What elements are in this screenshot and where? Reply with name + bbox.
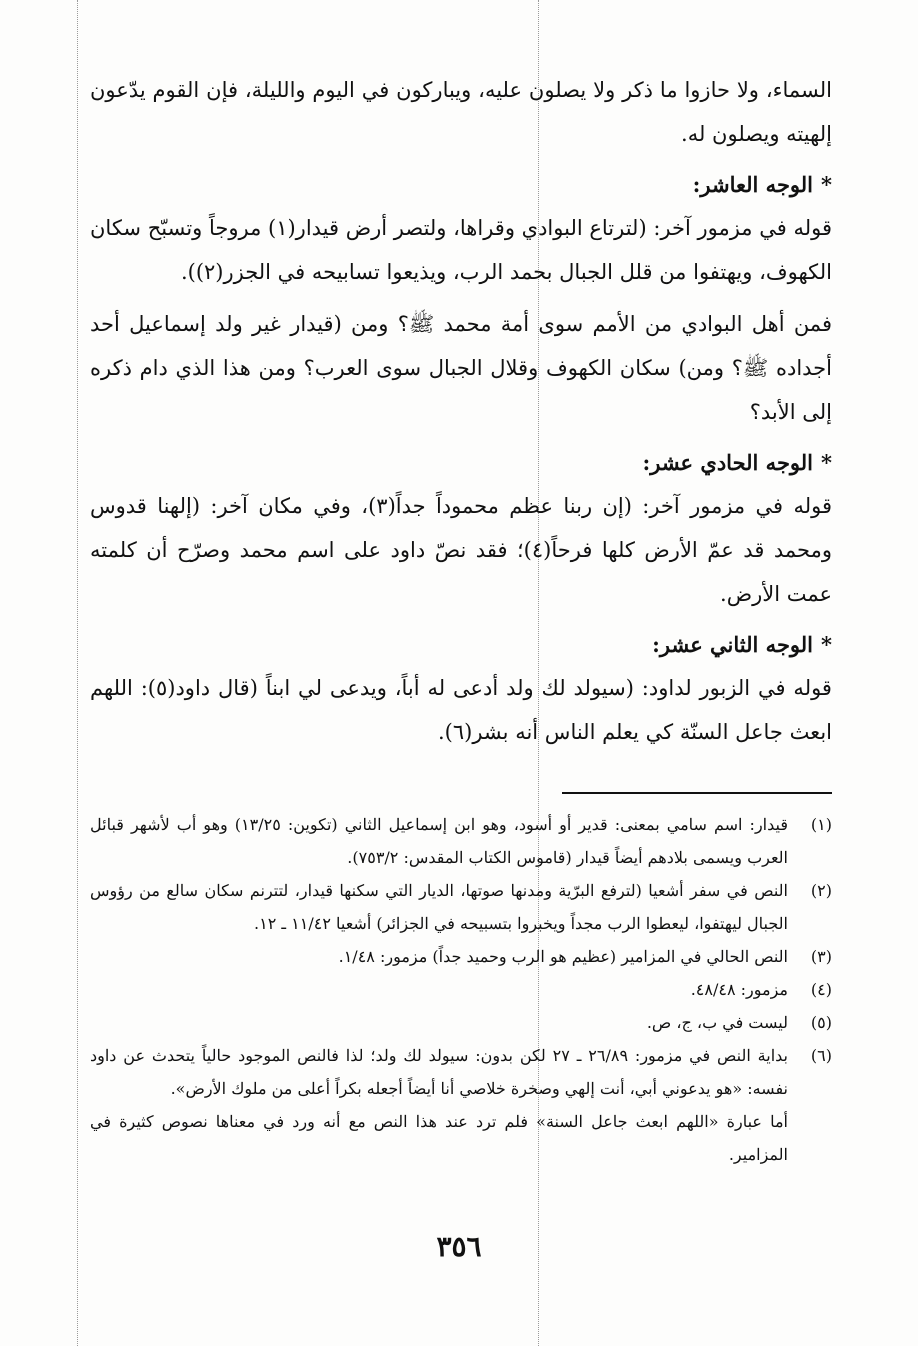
scan-margin-line-left [77,0,78,1346]
footnote-number: (٤) [810,980,832,999]
footnote-6 [90,1039,832,1105]
paragraph-2: قوله في مزمور آخر: (لترتاع البوادي وقراها، ولتصر أرض قيدار(١) مروجاً وتسبّح سكان الكهوف، ويهتفوا من قلل الجبال بحمد الرب، ويذيعوا تسابيحه في الجزر(٢)). [90,216,832,284]
page-content [90,68,832,1171]
footnote-1 [90,808,832,874]
footnote-5 [90,1006,832,1039]
footnote-6-continuation: أما عبارة «اللهم ابعث جاعل السنة» فلم ترد عند هذا النص مع أنه ورد في معناها نصوص كثيرة في المزامير. [90,1112,788,1164]
footnote-text: ليست في ب، ج، ص. [646,1013,788,1032]
page-number: ٣٥٦ [436,1230,482,1263]
heading-eleventh-aspect [90,442,832,484]
footnote-number: (٥) [810,1013,832,1032]
footnote-text: النص في سفر أشعيا (لترفع البرّية ومدنها صوتها، الديار التي سكنها قيدار، لتترنم سكان سالع من رؤوس الجبال ليهتفوا، ليعطوا الرب مجداً ويخبروا بتسبيحه في الجزائر) أشعيا ١١/٤٢ ـ ١٢. [90,881,788,933]
heading-text: الوجه العاشر: [692,172,814,197]
footnote-number: (٣) [810,947,832,966]
footnote-4 [90,973,832,1006]
heading-text: الوجه الحادي عشر: [642,450,814,475]
star-marker-icon: * [821,172,832,197]
paragraph-1: السماء، ولا حازوا ما ذكر ولا يصلون عليه، ويباركون في اليوم والليلة، فإن القوم يدّعون إلهيته ويصلون له. [90,78,832,146]
heading-twelfth-aspect [90,624,832,666]
footnote-text: مزمور: ٤٨/٤٨. [690,980,788,999]
heading-text: الوجه الثاني عشر: [652,632,814,657]
star-marker-icon: * [821,632,832,657]
footnote-text: بداية النص في مزمور: ٢٦/٨٩ ـ ٢٧ لكن بدون: سيولد لك ولد؛ لذا فالنص الموجود حالياً يتحدث عن داود نفسه: «هو يدعوني أبي، أنت إلهي وصخرة خلاصي أنا أيضاً أجعله بكراً أعلى من ملوك الأرض». [90,1046,788,1098]
footnote-2 [90,874,832,940]
paragraph-4: قوله في مزمور آخر: (إن ربنا عظم محموداً جداً(٣)، وفي مكان آخر: (إلهنا قدوس ومحمد قد عمّ الأرض كلها فرحاً(٤)؛ فقد نصّ داود على اسم محمد وصرّح أن كلمته عمت الأرض. [90,494,832,606]
footnote-text: قيدار: اسم سامي بمعنى: قدير أو أسود، وهو ابن إسماعيل الثاني (تكوين: ١٣/٢٥) وهو أب لأشهر قبائل العرب ويسمى بلادهم أيضاً قيدار (قاموس الكتاب المقدس: ٧٥٣/٢). [90,815,788,867]
star-marker-icon: * [821,450,832,475]
heading-tenth-aspect [90,164,832,206]
footnote-3 [90,940,832,973]
footnote-number: (٢) [810,881,832,900]
paragraph-5: قوله في الزبور لداود: (سيولد لك ولد أدعى له أباً، ويدعى لي ابناً (قال داود(٥): اللهم ابعث جاعل السنّة كي يعلم الناس أنه بشر(٦). [90,676,832,744]
footnote-number: (١) [810,815,832,834]
footnote-text: النص الحالي في المزامير (عظيم هو الرب وحميد جداً) مزمور: ١/٤٨. [338,947,788,966]
paragraph-3: فمن أهل البوادي من الأمم سوى أمة محمد ﷺ؟ ومن (قيدار غير ولد إسماعيل أحد أجداده ﷺ؟ ومن) سكان الكهوف وقلال الجبال سوى العرب؟ ومن هذا الذي دام ذكره إلى الأبد؟ [90,312,832,424]
footnote-separator [562,792,832,794]
footnote-number: (٦) [810,1046,832,1065]
